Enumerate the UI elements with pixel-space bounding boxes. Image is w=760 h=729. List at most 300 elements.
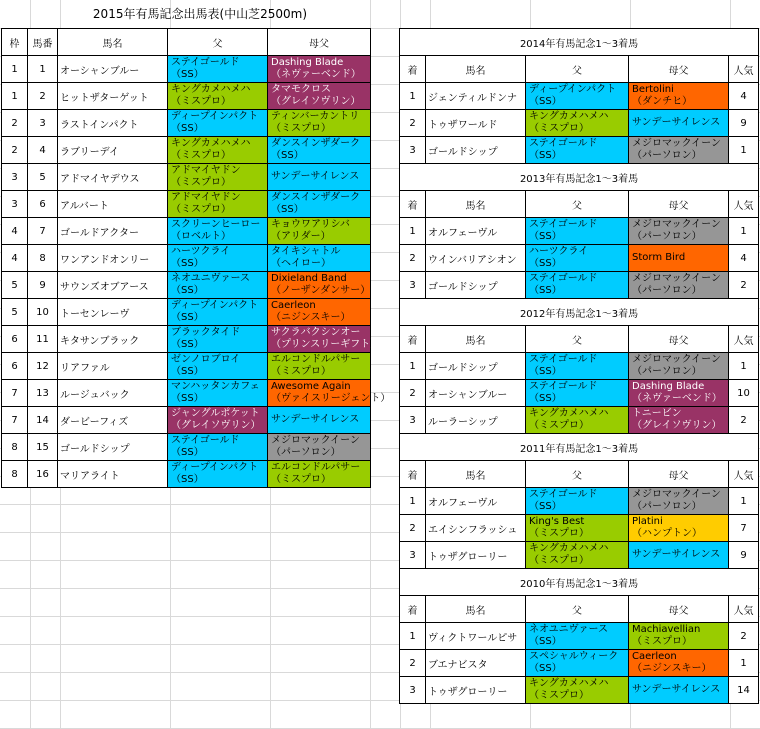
cell-line-1: キングカメハメハ <box>171 84 251 95</box>
cell-line-1: Caerleon <box>271 300 316 311</box>
dam-sire-cell <box>268 380 391 407</box>
dam-sire-cell <box>268 56 371 83</box>
cell-line-2: （ニジンスキー） <box>271 312 351 323</box>
sire-cell <box>526 488 629 515</box>
cell-line-2: （SS） <box>529 258 562 269</box>
cell-line-1: エルコンドルパサー <box>271 354 361 365</box>
dam-sire-cell <box>268 245 371 272</box>
popularity-cell: 1 <box>729 353 759 380</box>
result-row <box>400 380 759 407</box>
cell-line-1: ゼンノロブロイ <box>171 354 241 365</box>
sire-cell <box>168 461 268 488</box>
column-header: 人気 <box>729 56 759 83</box>
cell-line-1: Platini <box>632 516 663 527</box>
entry-row <box>2 272 371 299</box>
dam-sire-cell <box>629 245 729 272</box>
cell-line-1: マンハッタンカフェ <box>171 381 260 392</box>
dam-sire-cell <box>268 461 371 488</box>
cell-line-2: （SS） <box>171 474 204 485</box>
rank-cell: 2 <box>400 515 426 542</box>
cell-line-1: ディープインパクト <box>529 84 617 95</box>
waku-cell: 6 <box>2 326 28 353</box>
rank-cell: 2 <box>400 380 426 407</box>
entry-row <box>2 137 371 164</box>
popularity-cell: 9 <box>729 542 759 569</box>
dam-sire-cell <box>629 83 729 110</box>
cell-line-1: ネオユニヴァース <box>529 624 608 635</box>
horse-name-cell: ゴールドシップ <box>426 272 526 299</box>
rank-cell: 1 <box>400 218 426 245</box>
entry-row <box>2 245 371 272</box>
cell-line-2: （SS） <box>171 339 204 350</box>
horse-name-cell: ゴールドシップ <box>426 353 526 380</box>
horse-number-cell: 15 <box>28 434 58 461</box>
cell-line-2: （パーソロン） <box>632 231 702 242</box>
waku-cell: 5 <box>2 299 28 326</box>
dam-sire-cell <box>629 650 729 677</box>
results-table <box>399 28 759 704</box>
cell-line-2: （ダンチヒ） <box>632 96 693 107</box>
cell-line-1: スペシャルウィーク <box>529 651 619 662</box>
horse-name-cell: マリアライト <box>58 461 168 488</box>
column-header: 枠 <box>2 29 28 56</box>
horse-name-cell: オーシャンブルー <box>58 56 168 83</box>
cell-line-1: サンデーサイレンス <box>632 684 721 695</box>
cell-line-2: （SS） <box>171 258 204 269</box>
horse-name-cell: トゥザグローリー <box>426 677 526 704</box>
dam-sire-cell <box>268 83 371 110</box>
result-row <box>400 110 759 137</box>
year-section-title-row <box>400 164 759 191</box>
dam-sire-cell <box>629 677 729 704</box>
cell-line-1: ティンバーカントリ <box>271 111 360 122</box>
cell-line-1: メジロマックイーン <box>271 435 360 446</box>
waku-cell: 2 <box>2 137 28 164</box>
cell-line-1: ステイゴールド <box>529 381 598 392</box>
rank-cell: 3 <box>400 137 426 164</box>
popularity-cell: 2 <box>729 407 759 434</box>
entry-row <box>2 434 371 461</box>
dam-sire-cell <box>268 353 371 380</box>
sire-cell <box>168 272 268 299</box>
cell-line-1: ディープインパクト <box>171 462 259 473</box>
entry-row <box>2 110 371 137</box>
rank-cell: 2 <box>400 110 426 137</box>
cell-line-2: （ニジンスキー） <box>632 663 712 674</box>
dam-sire-cell <box>268 272 371 299</box>
cell-line-2: （SS） <box>171 123 204 134</box>
result-row <box>400 650 759 677</box>
waku-cell: 3 <box>2 164 28 191</box>
cell-line-2: （パーソロン） <box>271 447 341 458</box>
cell-line-1: キングカメハメハ <box>529 678 609 689</box>
column-header: 着 <box>400 461 426 488</box>
cell-line-1: キングカメハメハ <box>171 138 251 149</box>
cell-line-2: （ミスプロ） <box>529 690 589 701</box>
result-row <box>400 245 759 272</box>
column-header: 人気 <box>729 461 759 488</box>
horse-name-cell: ラストインパクト <box>58 110 168 137</box>
column-header: 父 <box>168 29 268 56</box>
cell-line-1: ネオユニヴァース <box>171 273 250 284</box>
cell-line-1: Bertolini <box>632 84 674 95</box>
result-row <box>400 353 759 380</box>
cell-line-1: アドマイヤドン <box>171 192 241 203</box>
sire-cell <box>168 191 268 218</box>
cell-line-1: キングカメハメハ <box>529 543 609 554</box>
cell-line-2: （グレイソヴリン） <box>271 96 361 107</box>
sire-cell <box>526 245 629 272</box>
column-header: 父 <box>526 56 629 83</box>
popularity-cell: 7 <box>729 515 759 542</box>
column-header: 着 <box>400 596 426 623</box>
cell-line-1: Dashing Blade <box>632 381 705 392</box>
results-header-row <box>400 461 759 488</box>
result-row <box>400 515 759 542</box>
cell-line-1: ステイゴールド <box>529 219 598 230</box>
cell-line-2: （パーソロン） <box>632 150 702 161</box>
cell-line-2: （SS） <box>529 393 562 404</box>
entry-row <box>2 164 371 191</box>
column-header: 父 <box>526 191 629 218</box>
sire-cell <box>526 137 629 164</box>
cell-line-1: ディープインパクト <box>171 300 259 311</box>
cell-line-1: Awesome Again <box>271 381 351 392</box>
rank-cell: 3 <box>400 272 426 299</box>
horse-number-cell: 3 <box>28 110 58 137</box>
horse-name-cell: ルーラーシップ <box>426 407 526 434</box>
popularity-cell: 4 <box>729 83 759 110</box>
cell-line-2: （ミスプロ） <box>171 204 231 215</box>
sire-cell <box>526 272 629 299</box>
cell-line-2: （SS） <box>171 447 204 458</box>
year-section-title-row <box>400 299 759 326</box>
sire-cell <box>168 326 268 353</box>
popularity-cell: 2 <box>729 272 759 299</box>
sire-cell <box>168 380 268 407</box>
result-row <box>400 272 759 299</box>
cell-line-2: （アリダー） <box>271 231 331 242</box>
cell-line-1: Dashing Blade <box>271 57 344 68</box>
sire-cell <box>168 299 268 326</box>
column-header: 母父 <box>629 461 729 488</box>
popularity-cell: 14 <box>729 677 759 704</box>
entry-row <box>2 326 371 353</box>
column-header: 馬名 <box>426 191 526 218</box>
cell-line-1: エルコンドルパサー <box>271 462 361 473</box>
column-header: 馬名 <box>426 596 526 623</box>
cell-line-1: ディープインパクト <box>171 111 259 122</box>
dam-sire-cell <box>629 407 729 434</box>
cell-line-2: （パーソロン） <box>632 285 702 296</box>
column-header: 人気 <box>729 191 759 218</box>
cell-line-1: ブラックタイド <box>171 327 241 338</box>
cell-line-1: キングカメハメハ <box>529 111 609 122</box>
dam-sire-cell <box>629 488 729 515</box>
cell-line-2: （SS） <box>529 501 562 512</box>
horse-number-cell: 7 <box>28 218 58 245</box>
cell-line-1: ハーツクライ <box>529 246 589 257</box>
dam-sire-cell <box>629 380 729 407</box>
sire-cell <box>168 245 268 272</box>
cell-line-1: サクラバクシンオー <box>271 327 361 338</box>
column-header: 母父 <box>629 596 729 623</box>
horse-name-cell: アドマイヤデウス <box>58 164 168 191</box>
popularity-cell: 1 <box>729 218 759 245</box>
cell-line-2: （ミスプロ） <box>529 555 589 566</box>
entry-row <box>2 218 371 245</box>
column-header: 母父 <box>268 29 371 56</box>
cell-line-1: Dixieland Band <box>271 273 347 284</box>
cell-line-2: （SS） <box>529 96 562 107</box>
cell-line-1: メジロマックイーン <box>632 489 721 500</box>
horse-name-cell: ゴールドシップ <box>426 137 526 164</box>
horse-name-cell: アルバート <box>58 191 168 218</box>
sire-cell <box>526 380 629 407</box>
dam-sire-cell <box>629 272 729 299</box>
cell-line-1: タマモクロス <box>271 84 331 95</box>
rank-cell: 1 <box>400 353 426 380</box>
horse-number-cell: 5 <box>28 164 58 191</box>
sire-cell <box>526 83 629 110</box>
cell-line-1: ジャングルポケット <box>171 408 260 419</box>
popularity-cell: 10 <box>729 380 759 407</box>
year-section-title: 2010年有馬記念1～3着馬 <box>400 569 759 596</box>
cell-line-2: （ネヴァーベンド） <box>271 69 361 80</box>
column-header: 母父 <box>629 326 729 353</box>
waku-cell: 2 <box>2 110 28 137</box>
horse-number-cell: 13 <box>28 380 58 407</box>
cell-line-1: メジロマックイーン <box>632 354 721 365</box>
results-header-row <box>400 326 759 353</box>
dam-sire-cell <box>629 542 729 569</box>
horse-number-cell: 10 <box>28 299 58 326</box>
sire-cell <box>168 110 268 137</box>
waku-cell: 7 <box>2 407 28 434</box>
cell-line-2: （ヴァイスリージェント） <box>271 393 391 404</box>
cell-line-1: King's Best <box>529 516 585 527</box>
page-title: 2015年有馬記念出馬表(中山芝2500m) <box>92 7 308 21</box>
horse-name-cell: ワンアンドオンリー <box>58 245 168 272</box>
cell-line-2: （ミスプロ） <box>529 420 589 431</box>
cell-line-2: （ミスプロ） <box>271 366 331 377</box>
cell-line-2: （ノーザンダンサー） <box>271 285 371 296</box>
sire-cell <box>526 407 629 434</box>
waku-cell: 4 <box>2 218 28 245</box>
year-section-title-row <box>400 434 759 461</box>
entries-table <box>1 28 391 488</box>
cell-line-1: サンデーサイレンス <box>271 414 360 425</box>
horse-name-cell: リアファル <box>58 353 168 380</box>
entry-row <box>2 56 371 83</box>
sire-cell <box>526 515 629 542</box>
cell-line-1: ハーツクライ <box>171 246 231 257</box>
cell-line-2: （グレイソヴリン） <box>171 420 261 431</box>
entry-row <box>2 380 371 407</box>
dam-sire-cell <box>268 164 371 191</box>
cell-line-1: アドマイヤドン <box>171 165 241 176</box>
sire-cell <box>526 677 629 704</box>
cell-line-1: トニービン <box>632 408 682 419</box>
results-header-row <box>400 56 759 83</box>
dam-sire-cell <box>268 191 371 218</box>
results-header-row <box>400 191 759 218</box>
column-header: 母父 <box>629 56 729 83</box>
cell-line-1: メジロマックイーン <box>632 219 721 230</box>
horse-name-cell: オーシャンブルー <box>426 380 526 407</box>
column-header: 父 <box>526 461 629 488</box>
entry-row <box>2 299 371 326</box>
sire-cell <box>526 650 629 677</box>
sire-cell <box>526 110 629 137</box>
popularity-cell: 2 <box>729 623 759 650</box>
cell-line-2: （プリンスリーギフト） <box>271 339 381 350</box>
dam-sire-cell <box>268 326 381 353</box>
cell-line-1: サンデーサイレンス <box>632 549 721 560</box>
cell-line-1: キョウワアリシバ <box>271 219 350 230</box>
popularity-cell: 9 <box>729 110 759 137</box>
rank-cell: 1 <box>400 488 426 515</box>
cell-line-1: Storm Bird <box>632 252 686 263</box>
waku-cell: 8 <box>2 461 28 488</box>
horse-name-cell: トゥザワールド <box>426 110 526 137</box>
entries-header-row <box>2 29 371 56</box>
horse-name-cell: トーセンレーヴ <box>58 299 168 326</box>
result-row <box>400 677 759 704</box>
entry-row <box>2 83 371 110</box>
cell-line-2: （ハンプトン） <box>632 528 702 539</box>
horse-number-cell: 12 <box>28 353 58 380</box>
cell-line-1: Caerleon <box>632 651 677 662</box>
dam-sire-cell <box>268 218 371 245</box>
cell-line-2: （SS） <box>171 285 204 296</box>
sire-cell <box>168 353 268 380</box>
year-section-title-row <box>400 569 759 596</box>
horse-name-cell: オルフェーヴル <box>426 218 526 245</box>
column-header: 父 <box>526 326 629 353</box>
dam-sire-cell <box>629 137 729 164</box>
horse-number-cell: 11 <box>28 326 58 353</box>
sire-cell <box>168 434 268 461</box>
year-section-title: 2012年有馬記念1～3着馬 <box>400 299 759 326</box>
cell-line-1: メジロマックイーン <box>632 273 721 284</box>
column-header: 着 <box>400 56 426 83</box>
entry-row <box>2 461 371 488</box>
horse-name-cell: ダービーフィズ <box>58 407 168 434</box>
waku-cell: 5 <box>2 272 28 299</box>
cell-line-1: ステイゴールド <box>171 435 240 446</box>
column-header: 着 <box>400 326 426 353</box>
horse-name-cell: サウンズオブアース <box>58 272 168 299</box>
horse-name-cell: オルフェーヴル <box>426 488 526 515</box>
horse-number-cell: 2 <box>28 83 58 110</box>
sire-cell <box>168 83 268 110</box>
waku-cell: 4 <box>2 245 28 272</box>
waku-cell: 3 <box>2 191 28 218</box>
cell-line-1: ダンスインザダーク <box>271 138 361 149</box>
cell-line-2: （グレイソヴリン） <box>632 420 722 431</box>
column-header: 馬名 <box>58 29 168 56</box>
cell-line-1: メジロマックイーン <box>632 138 721 149</box>
cell-line-1: ステイゴールド <box>529 489 598 500</box>
column-header: 馬名 <box>426 56 526 83</box>
horse-name-cell: ジェンティルドンナ <box>426 83 526 110</box>
horse-number-cell: 16 <box>28 461 58 488</box>
horse-name-cell: ラブリーデイ <box>58 137 168 164</box>
result-row <box>400 83 759 110</box>
rank-cell: 2 <box>400 650 426 677</box>
horse-number-cell: 8 <box>28 245 58 272</box>
cell-line-1: ダンスインザダーク <box>271 192 361 203</box>
waku-cell: 1 <box>2 83 28 110</box>
cell-line-2: （SS） <box>529 231 562 242</box>
horse-name-cell: ブエナビスタ <box>426 650 526 677</box>
rank-cell: 3 <box>400 542 426 569</box>
cell-line-2: （ミスプロ） <box>171 177 231 188</box>
horse-name-cell: ヴィクトワールピサ <box>426 623 526 650</box>
year-section-title: 2011年有馬記念1～3着馬 <box>400 434 759 461</box>
cell-line-2: （SS） <box>171 393 204 404</box>
dam-sire-cell <box>629 353 729 380</box>
cell-line-2: （ミスプロ） <box>171 96 231 107</box>
dam-sire-cell <box>629 515 729 542</box>
sire-cell <box>168 56 268 83</box>
column-header: 人気 <box>729 326 759 353</box>
cell-line-1: タイキシャトル <box>271 246 341 257</box>
waku-cell: 1 <box>2 56 28 83</box>
dam-sire-cell <box>268 434 371 461</box>
sire-cell <box>168 407 268 434</box>
dam-sire-cell <box>629 110 729 137</box>
column-header: 父 <box>526 596 629 623</box>
result-row <box>400 542 759 569</box>
cell-line-1: Machiavellian <box>632 624 701 635</box>
cell-line-2: （SS） <box>271 204 304 215</box>
waku-cell: 6 <box>2 353 28 380</box>
cell-line-2: （SS） <box>529 366 562 377</box>
horse-number-cell: 1 <box>28 56 58 83</box>
dam-sire-cell <box>629 623 729 650</box>
dam-sire-cell <box>268 137 371 164</box>
sire-cell <box>168 137 268 164</box>
cell-line-1: キングカメハメハ <box>529 408 609 419</box>
cell-line-1: サンデーサイレンス <box>632 117 721 128</box>
year-section-title: 2013年有馬記念1～3着馬 <box>400 164 759 191</box>
year-section-title-row <box>400 29 759 56</box>
horse-name-cell: エイシンフラッシュ <box>426 515 526 542</box>
results-header-row <box>400 596 759 623</box>
cell-line-2: （ミスプロ） <box>171 150 231 161</box>
cell-line-1: ステイゴールド <box>529 354 598 365</box>
sire-cell <box>168 164 268 191</box>
sire-cell <box>526 623 629 650</box>
cell-line-2: （SS） <box>171 312 204 323</box>
sire-cell <box>526 542 629 569</box>
column-header: 着 <box>400 191 426 218</box>
result-row <box>400 623 759 650</box>
result-row <box>400 407 759 434</box>
dam-sire-cell <box>629 218 729 245</box>
rank-cell: 1 <box>400 83 426 110</box>
cell-line-2: （SS） <box>171 366 204 377</box>
horse-name-cell: ヒットザターゲット <box>58 83 168 110</box>
cell-line-2: （ミスプロ） <box>529 123 589 134</box>
entry-row <box>2 191 371 218</box>
horse-number-cell: 9 <box>28 272 58 299</box>
rank-cell: 3 <box>400 407 426 434</box>
horse-name-cell: ウインバリアシオン <box>426 245 526 272</box>
cell-line-2: （ネヴァーベンド） <box>632 393 722 404</box>
